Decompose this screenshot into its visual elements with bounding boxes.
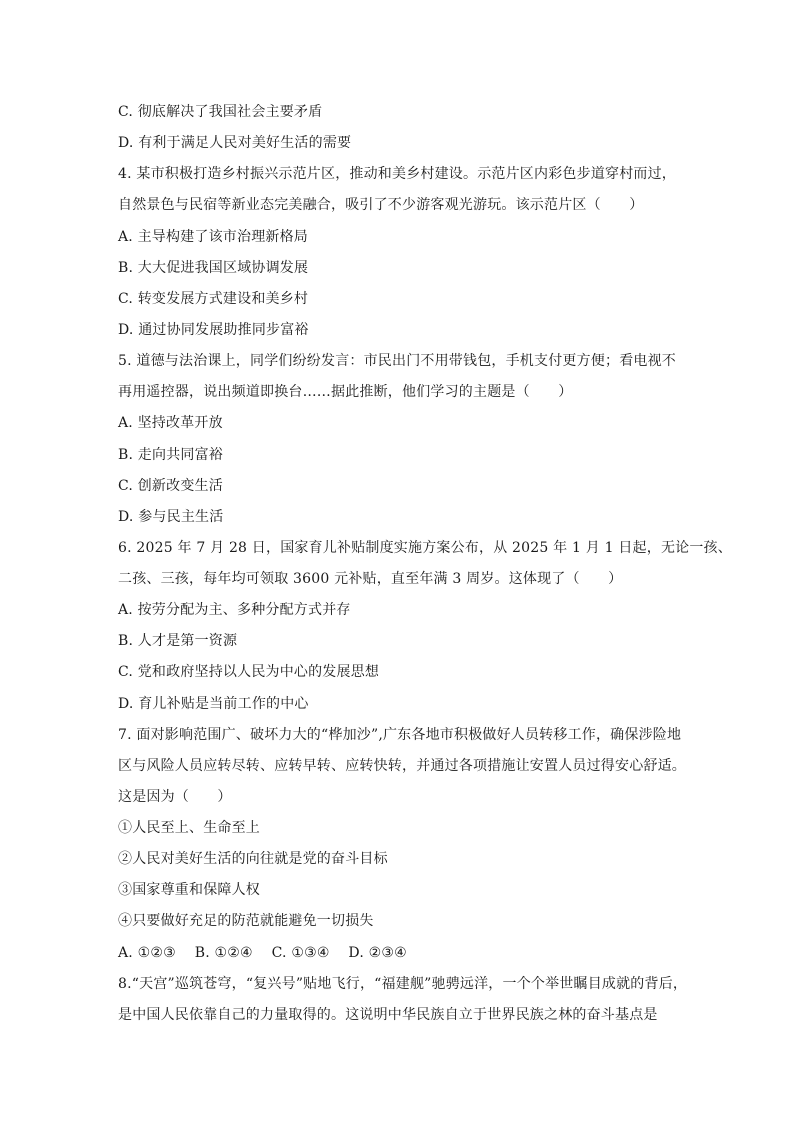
option-5c: C. 创新改变生活 [118,478,223,494]
option-4b: B. 大大促进我国区域协调发展 [118,260,309,276]
statement-3: ③国家尊重和保障人权 [118,882,260,898]
question-5-stem-line-2: 再用遥控器，说出频道即换台……据此推断，他们学习的主题是（ ） [118,384,573,400]
option-4d: D. 通过协同发展助推同步富裕 [118,322,309,338]
question-7-stem-line-1: 7. 面对影响范围广、破坏力大的“桦加沙”,广东各地市积极做好人员转移工作，确保涉险地 [118,727,682,743]
option-6c: C. 党和政府坚持以人民为中心的发展思想 [118,664,380,680]
option-5a: A. 坚持改革开放 [118,415,223,431]
option-4c: C. 转变发展方式建设和美乡村 [118,291,309,307]
statement-1: ①人民至上、生命至上 [118,820,260,836]
question-8-stem-line-2: 是中国人民依靠自己的力量取得的。这说明中华民族自立于世界民族之林的奋斗基点是 [118,1007,658,1023]
option-5d: D. 参与民主生活 [118,509,224,525]
option-6b: B. 人才是第一资源 [118,633,238,649]
option-6d: D. 育儿补贴是当前工作的中心 [118,696,309,712]
question-6-stem-line-1: 6. 2025 年 7 月 28 日，国家育儿补贴制度实施方案公布，从 2025 年 1 月 1 日起，无论一孩、 [118,540,732,556]
statement-2: ②人民对美好生活的向往就是党的奋斗目标 [118,851,388,867]
question-7-options: A. ①②③ B. ①②④ C. ①③④ D. ②③④ [118,945,407,961]
option-3c: C. 彻底解决了我国社会主要矛盾 [118,104,323,120]
question-4-stem-line-2: 自然景色与民宿等新业态完美融合，吸引了不少游客观光游玩。该示范片区（ ） [118,197,644,213]
option-3d: D. 有利于满足人民对美好生活的需要 [118,135,352,151]
question-8-stem-line-1: 8.“天宫”巡筑苍穹，“复兴号”贴地飞行，“福建舰”驰骋远洋，一个个举世瞩目成就的背后， [118,976,688,992]
question-7-stem-line-3: 这是因为（ ） [118,789,232,805]
option-6a: A. 按劳分配为主、多种分配方式并存 [118,602,351,618]
option-4a: A. 主导构建了该市治理新格局 [118,229,309,245]
question-5-stem-line-1: 5. 道德与法治课上，同学们纷纷发言：市民出门不用带钱包，手机支付更方便；看电视不 [118,353,677,369]
option-5b: B. 走向共同富裕 [118,447,223,463]
question-6-stem-line-2: 二孩、三孩，每年均可领取 3600 元补贴，直至年满 3 周岁。这体现了（ ） [118,571,623,587]
question-4-stem-line-1: 4. 某市积极打造乡村振兴示范片区，推动和美乡村建设。示范片区内彩色步道穿村而过， [118,166,677,182]
statement-4: ④只要做好充足的防范就能避免一切损失 [118,913,374,929]
question-7-stem-line-2: 区与风险人员应转尽转、应转早转、应转快转，并通过各项措施让安置人员过得安心舒适。 [118,758,686,774]
